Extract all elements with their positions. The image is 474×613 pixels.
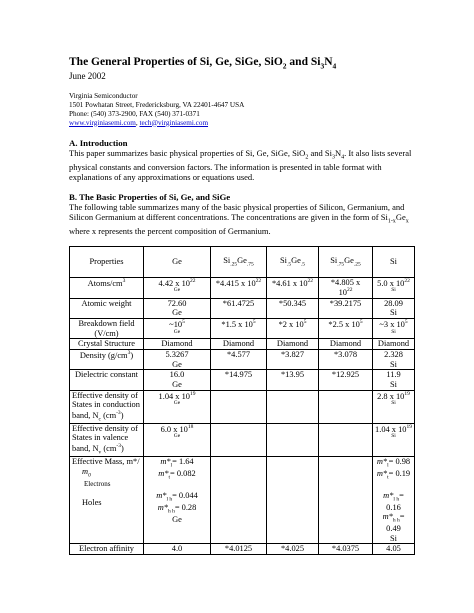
label-breakdown: Breakdown field (V/cm) (70, 319, 144, 339)
properties-table (69, 246, 415, 555)
label-atoms: Atoms/$cm^3$ (70, 277, 144, 298)
cell-crystal-si: Diamond (373, 339, 415, 350)
cell-dielectric-ge: 16.0 Ge (144, 370, 211, 390)
cell-conduction-c1 (211, 390, 267, 423)
label-valence: Effective density of States in valence band, $N_v$ $(cm^{-3})$ (70, 423, 144, 456)
cell-valence-c1 (211, 423, 267, 456)
cell-valence-c3 (319, 423, 373, 456)
phone-fax: Phone: (540) 373-2900, FAX (540) 371-0371 (69, 109, 200, 118)
cell-crystal-ge: Diamond (144, 339, 211, 350)
table-row-crystal (70, 339, 415, 350)
cell-breakdown-si: ~3 x $10^5$ Si (373, 319, 415, 339)
cell-affinity-si: 4.05 (373, 544, 415, 555)
label-density: Density $(g/cm^3)$ (70, 350, 144, 370)
cell-dielectric-c3: *12.925 (319, 370, 373, 390)
cell-affinity-ge: 4.0 (144, 544, 211, 555)
header-si25ge75: $Si_{.25}Ge_{.75}$ (211, 246, 267, 277)
cell-valence-si: 1.04 x $10^{19}$ Si (373, 423, 415, 456)
cell-affinity-c1: *4.0125 (211, 544, 267, 555)
cell-mass-c1 (211, 456, 267, 544)
cell-mass-c3 (319, 456, 373, 544)
address: 1501 Powhatan Street, Fredericksburg, VA 22401-4647 USA (69, 100, 245, 109)
section-b-text: The following table summarizes many of the basic physical properties of Silicon, Germanium, and Silicon Germanium at different concentrations. The concentrations are given in the form of $Si_{1-x}Ge_x$ where x represents the percent composition of Germanium. (69, 202, 409, 237)
table-row-valence (70, 423, 415, 456)
website-link[interactable]: www.virginiasemi.com (69, 118, 136, 127)
contact-block (69, 92, 414, 128)
table-row-weight (70, 298, 415, 318)
header-si: Si (373, 246, 415, 277)
cell-dielectric-si: 11.9 Si (373, 370, 415, 390)
cell-breakdown-ge: $\sim 10^5$ Ge (144, 319, 211, 339)
cell-affinity-c3: *4.0375 (319, 544, 373, 555)
label-dielectric: Dielectric constant (70, 370, 144, 390)
cell-conduction-ge: 1.04 x $10^{19}$ Ge (144, 390, 211, 423)
cell-breakdown-c2: *2 x $10^5$ (267, 319, 319, 339)
cell-atoms-si: 5.0 x $10^{22}$ Si (373, 277, 415, 298)
cell-mass-si: $m*_l= 0.98$ $m*_t= 0.19$ $m*_{l h}= 0.16$ $m*_{h h}= 0.49$ Si (373, 456, 415, 544)
label-mass: Effective Mass, m*/ $m_0$ Electrons Holes (70, 456, 144, 544)
cell-conduction-c2 (267, 390, 319, 423)
cell-dielectric-c1: *14.975 (211, 370, 267, 390)
cell-breakdown-c1: *1.5 x $10^5$ (211, 319, 267, 339)
cell-weight-c3: *39.2175 (319, 298, 373, 318)
cell-breakdown-c3: *2.5 x $10^5$ (319, 319, 373, 339)
header-properties: Properties (70, 246, 144, 277)
cell-affinity-c2: *4.025 (267, 544, 319, 555)
label-affinity: Electron affinity (70, 544, 144, 555)
section-a-heading: A. Introduction (69, 137, 128, 148)
cell-atoms-c2: *4.61 x $10^{22}$ (267, 277, 319, 298)
company-name: Virginia Semiconductor (69, 91, 138, 100)
section-b-heading: B. The Basic Properties of Si, Ge, and SiGe (69, 191, 231, 202)
cell-valence-ge: 6.0 x $10^{18}$ Ge (144, 423, 211, 456)
cell-density-si: 2.328 Si (373, 350, 415, 370)
cell-mass-ge: $m*_l= 1.64$ $m*_t= 0.082$ $m*_{l h}= 0.044$ $m*_{h h}= 0.28$ Ge (144, 456, 211, 544)
cell-density-c3: *3.078 (319, 350, 373, 370)
table-row-density (70, 350, 415, 370)
cell-density-ge: 5.3267 Ge (144, 350, 211, 370)
cell-conduction-si: 2.8 x $10^{19}$ Si (373, 390, 415, 423)
cell-weight-si: 28.09 Si (373, 298, 415, 318)
cell-dielectric-c2: *13.95 (267, 370, 319, 390)
page-title: The General Properties of Si, Ge, SiGe, SiO$_2$ and $Si_3N_4$ (69, 56, 337, 71)
cell-crystal-c2: Diamond (267, 339, 319, 350)
cell-weight-c1: *61.4725 (211, 298, 267, 318)
cell-weight-ge: 72.60 Ge (144, 298, 211, 318)
label-weight: Atomic weight (70, 298, 144, 318)
cell-density-c2: *3.827 (267, 350, 319, 370)
table-header-row (70, 246, 415, 277)
table-row-affinity (70, 544, 415, 555)
header-ge: Ge (144, 246, 211, 277)
cell-valence-c2 (267, 423, 319, 456)
label-crystal: Crystal Structure (70, 339, 144, 350)
cell-conduction-c3 (319, 390, 373, 423)
cell-atoms-ge: 4.42 x $10^{22}$ Ge (144, 277, 211, 298)
cell-atoms-c1: *4.415 x $10^{22}$ (211, 277, 267, 298)
cell-crystal-c3: Diamond (319, 339, 373, 350)
date: June 2002 (69, 70, 106, 81)
cell-weight-c2: *50.345 (267, 298, 319, 318)
links: www.virginiasemi.com, tech@virginiasemi.com (69, 118, 209, 127)
table-row-atoms (70, 277, 415, 298)
cell-crystal-c1: Diamond (211, 339, 267, 350)
cell-mass-c2 (267, 456, 319, 544)
table-row-mass (70, 456, 415, 544)
header-si75ge25: $Si_{.75}Ge_{.25}$ (319, 246, 373, 277)
cell-atoms-c3: *4.805 x $10^{22}$ (319, 277, 373, 298)
table-row-conduction (70, 390, 415, 423)
section-a-text: This paper summarizes basic physical properties of Si, Ge, SiGe, SiO$_2$ and $Si_3N_4$. It also lists several physical constants and conversion factors. The information is presented in table format with explanations of any approximations or equations used. (69, 147, 412, 183)
header-si5ge5: $Si_{.5}Ge_{.5}$ (267, 246, 319, 277)
table-row-dielectric (70, 370, 415, 390)
email-link[interactable]: tech@virginiasemi.com (139, 118, 209, 127)
cell-density-c1: *4.577 (211, 350, 267, 370)
table-row-breakdown (70, 319, 415, 339)
label-conduction: Effective density of States in conduction band, $N_c$ $(cm^{-3})$ (70, 390, 144, 423)
